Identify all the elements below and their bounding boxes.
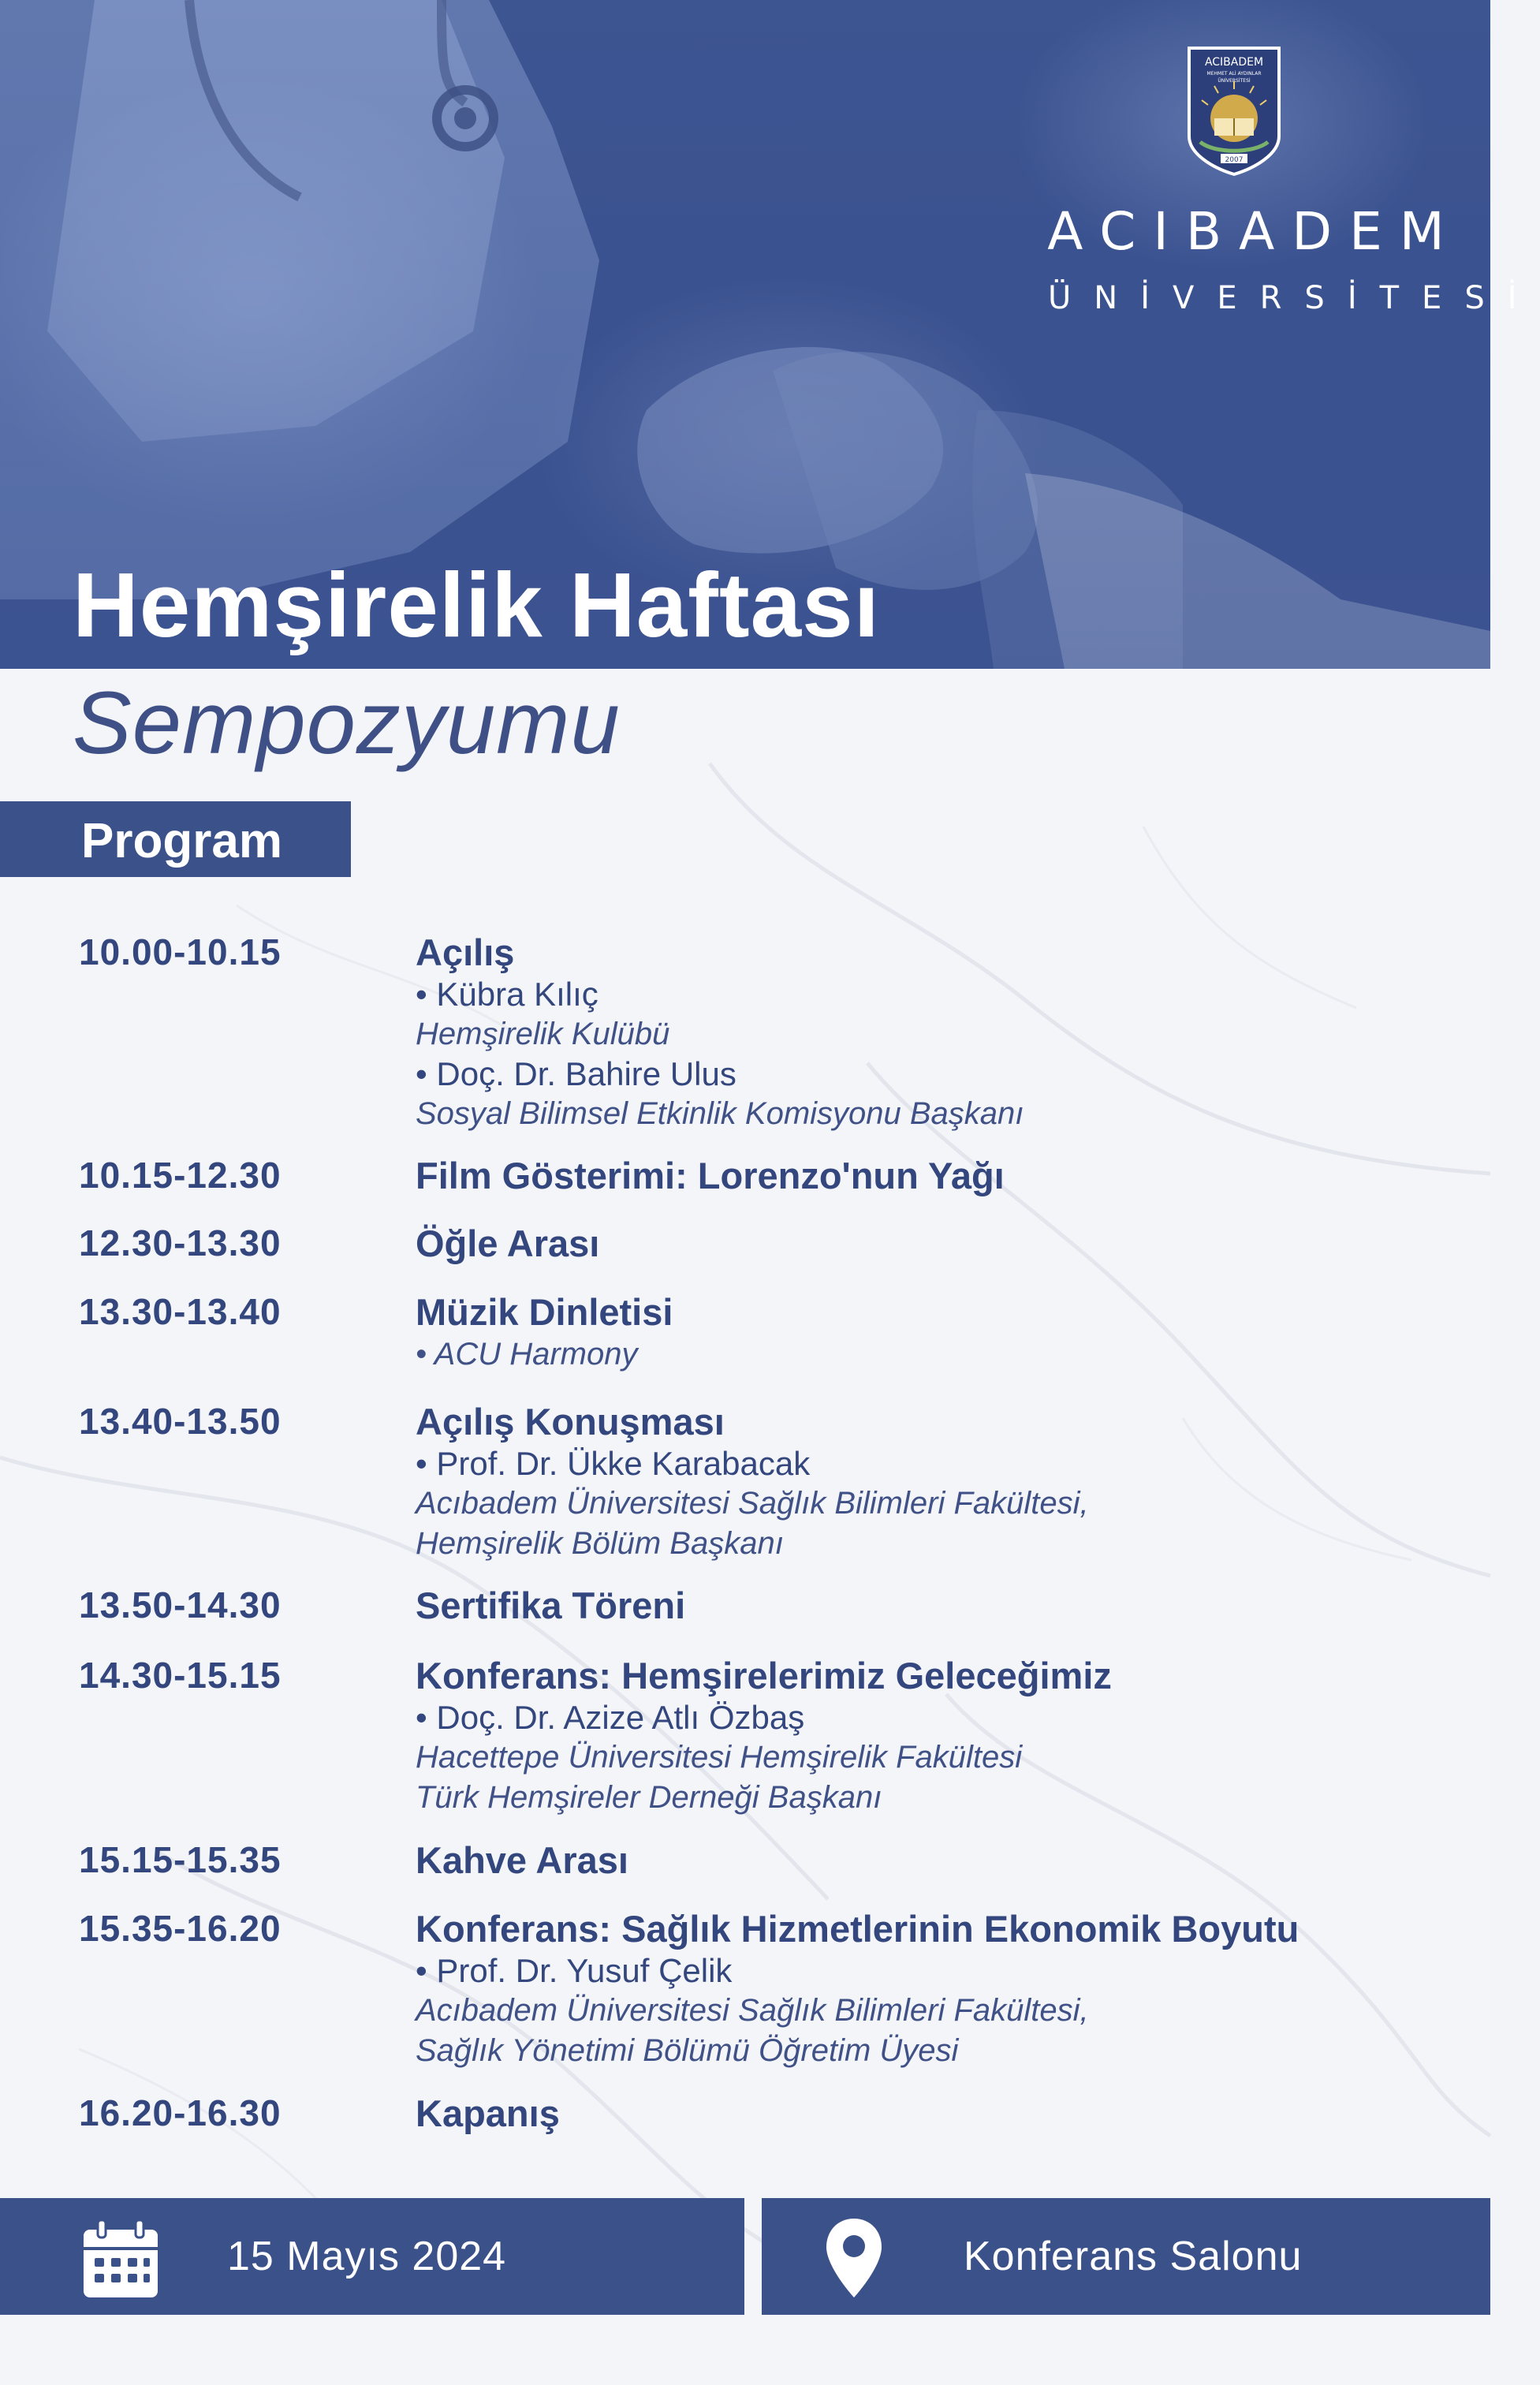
page-subtitle: Sempozyumu (73, 674, 621, 772)
program-label: Program (81, 814, 282, 868)
schedule-details (416, 1838, 1472, 1883)
schedule-time: 16.20-16.30 (79, 2092, 282, 2133)
map-pin-icon (823, 2215, 885, 2301)
program-label-box (0, 801, 351, 877)
event-location: Konferans Salonu (964, 2234, 1303, 2279)
session-title: Konferans: Hemşirelerimiz Geleceğimiz (416, 1655, 1112, 1696)
svg-text:ACIBADEM: ACIBADEM (1204, 56, 1264, 69)
date-bar (0, 2198, 744, 2315)
speaker-affiliation: Hacettepe Üniversitesi Hemşirelik Fakültesi (416, 1740, 1023, 1775)
schedule-details (416, 1290, 1472, 1375)
svg-text:ÜNİVERSİTESİ: ÜNİVERSİTESİ (1217, 78, 1251, 84)
schedule-details (416, 1907, 1472, 2071)
speaker-name: • Prof. Dr. Yusuf Çelik (416, 1952, 733, 1989)
schedule-details (416, 931, 1472, 1134)
session-title: Film Gösterimi: Lorenzo'nun Yağı (416, 1155, 1005, 1196)
schedule-details (416, 2092, 1472, 2136)
session-title: Açılış (416, 931, 515, 973)
brand-subtitle: ÜNİVERSİTESİ (1048, 280, 1540, 316)
svg-text:2007: 2007 (1225, 156, 1244, 164)
speaker-name: • Doç. Dr. Azize Atlı Özbaş (416, 1699, 805, 1736)
session-title: Açılış Konuşması (416, 1401, 725, 1443)
speaker-name: • Doç. Dr. Bahire Ulus (416, 1055, 736, 1092)
session-title: Sertifika Töreni (416, 1584, 686, 1626)
brand-name: ACIBADEM (1047, 201, 1462, 262)
university-logo (1025, 43, 1540, 327)
speaker-affiliation: Acıbadem Üniversitesi Sağlık Bilimleri Fakültesi, (416, 1486, 1089, 1521)
schedule-details (416, 1654, 1472, 1818)
speaker-affiliation: Sosyal Bilimsel Etkinlik Komisyonu Başkanı (416, 1096, 1024, 1131)
session-title: Öğle Arası (416, 1222, 600, 1264)
schedule-details (416, 1222, 1472, 1266)
schedule-details (416, 1584, 1472, 1628)
speaker-name: • Prof. Dr. Ükke Karabacak (416, 1445, 811, 1482)
speaker-affiliation: Acıbadem Üniversitesi Sağlık Bilimleri Fakültesi, (416, 1993, 1089, 2028)
session-title: Kahve Arası (416, 1839, 628, 1881)
schedule-details (416, 1400, 1472, 1564)
location-bar (762, 2198, 1490, 2315)
session-title: Konferans: Sağlık Hizmetlerinin Ekonomik Boyutu (416, 1908, 1299, 1950)
schedule-time: 13.30-13.40 (79, 1291, 282, 1332)
svg-text:MEHMET ALİ AYDINLAR: MEHMET ALİ AYDINLAR (1206, 71, 1262, 77)
speaker-affiliation: Türk Hemşireler Derneği Başkanı (416, 1780, 882, 1815)
hero-banner (0, 0, 1540, 669)
performer-name: • ACU Harmony (416, 1337, 638, 1372)
schedule-time: 13.50-14.30 (79, 1584, 282, 1625)
session-title: Kapanış (416, 2092, 560, 2134)
event-date: 15 Mayıs 2024 (227, 2234, 507, 2279)
speaker-name: • Kübra Kılıç (416, 976, 598, 1013)
speaker-affiliation: Hemşirelik Kulübü (416, 1017, 670, 1051)
schedule-time: 15.35-16.20 (79, 1908, 282, 1949)
schedule-time: 12.30-13.30 (79, 1222, 282, 1263)
schedule-time: 13.40-13.50 (79, 1401, 282, 1442)
calendar-icon (80, 2219, 161, 2301)
university-crest-icon (1183, 43, 1285, 177)
schedule-details (416, 1154, 1472, 1198)
schedule-time: 15.15-15.35 (79, 1839, 282, 1880)
schedule-time: 10.15-12.30 (79, 1155, 282, 1196)
schedule-time: 10.00-10.15 (79, 931, 282, 972)
page-title: Hemşirelik Haftası (73, 554, 880, 656)
session-title: Müzik Dinletisi (416, 1291, 673, 1333)
speaker-affiliation: Sağlık Yönetimi Bölümü Öğretim Üyesi (416, 2033, 959, 2068)
speaker-affiliation: Hemşirelik Bölüm Başkanı (416, 1526, 784, 1561)
schedule-time: 14.30-15.15 (79, 1655, 282, 1696)
